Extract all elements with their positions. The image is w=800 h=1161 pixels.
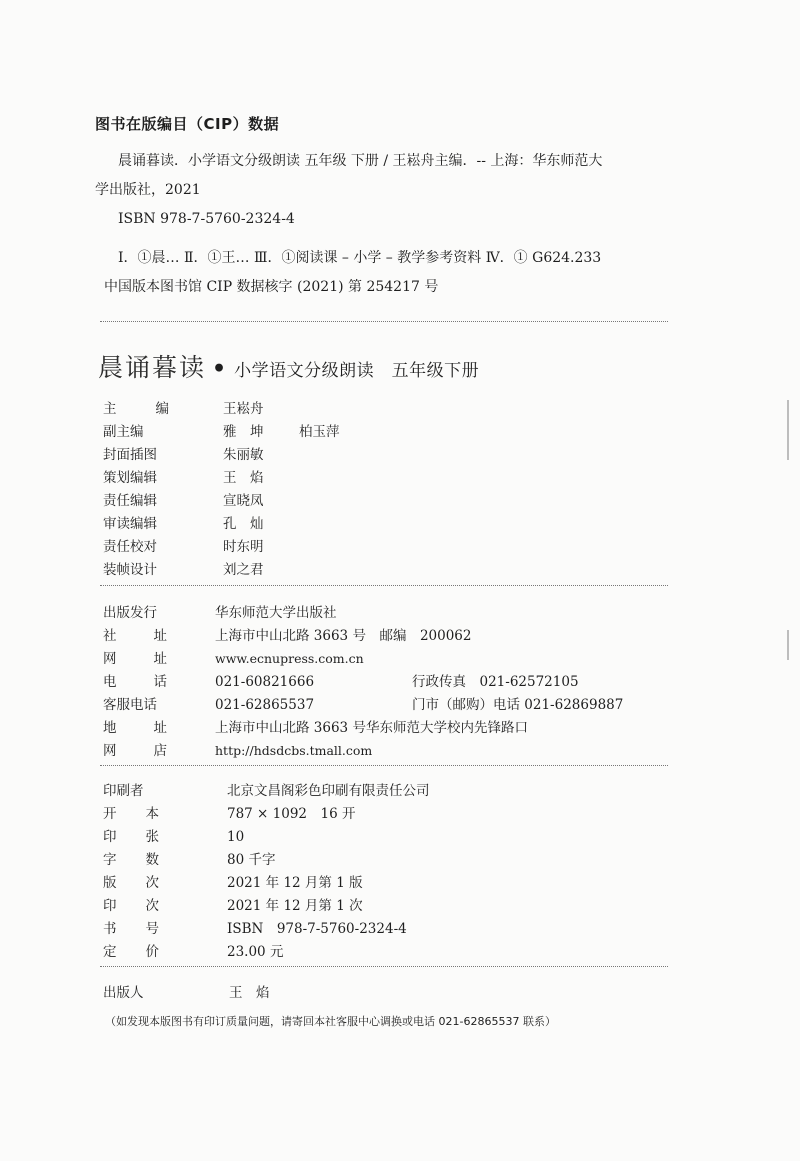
publisher-label: 出版发行 bbox=[103, 605, 157, 621]
printing-value: 2021 年 12 月第 1 次 bbox=[227, 898, 363, 914]
publisher-label: 网 店 bbox=[103, 743, 167, 759]
publisher-value-2: 门市（邮购）电话 021-62869887 bbox=[412, 697, 624, 713]
printing-value: ISBN 978-7-5760-2324-4 bbox=[227, 921, 407, 937]
printing-label: 版 次 bbox=[103, 875, 159, 891]
divider bbox=[100, 321, 668, 322]
credit-value: 朱丽敏 bbox=[223, 447, 264, 463]
book-title bbox=[98, 348, 479, 384]
scan-edge-mark bbox=[787, 630, 789, 660]
credit-value: 时东明 bbox=[223, 539, 264, 555]
credit-value: 孔 灿 bbox=[223, 516, 264, 532]
cip-heading: 图书在版编目（CIP）数据 bbox=[95, 115, 280, 133]
credit-label: 副主编 bbox=[103, 424, 144, 440]
printing-value: 23.00 元 bbox=[227, 944, 284, 960]
title-subtitle: 小学语文分级朗读 五年级下册 bbox=[234, 361, 480, 381]
credit-value: 雅 坤 bbox=[223, 424, 264, 440]
printing-label: 字 数 bbox=[103, 852, 159, 868]
credit-value-2: 柏玉萍 bbox=[299, 424, 340, 440]
publisher-label: 网 址 bbox=[103, 651, 167, 667]
credit-value: 刘之君 bbox=[223, 562, 264, 578]
printing-label: 印 张 bbox=[103, 829, 159, 845]
printing-label: 开 本 bbox=[103, 806, 159, 822]
publisher-value-2: 行政传真 021-62572105 bbox=[412, 674, 579, 690]
credit-value: 王 焰 bbox=[223, 470, 264, 486]
divider bbox=[100, 966, 668, 967]
credit-label: 装帧设计 bbox=[103, 562, 157, 578]
scan-edge-mark bbox=[787, 400, 789, 460]
publisher-label: 客服电话 bbox=[103, 697, 157, 713]
publisher-value: 上海市中山北路 3663 号华东师范大学校内先锋路口 bbox=[215, 720, 528, 736]
divider bbox=[100, 765, 668, 766]
publisher-value: 021-62865537 bbox=[215, 697, 315, 713]
cip-line-1: 晨诵暮读．小学语文分级朗读 五年级 下册 / 王崧舟主编．-- 上海：华东师范大 bbox=[118, 153, 603, 169]
cip-classification: Ⅰ．①晨… Ⅱ．①王… Ⅲ．①阅读课 – 小学 – 教学参考资料 Ⅳ．① G624.233 bbox=[118, 250, 602, 266]
title-main: 晨诵暮读 bbox=[98, 353, 207, 382]
publisher-label: 电 话 bbox=[103, 674, 167, 690]
credit-value: 王崧舟 bbox=[223, 401, 264, 417]
printing-value: 10 bbox=[227, 829, 245, 845]
credit-row bbox=[103, 399, 663, 419]
cip-isbn: ISBN 978-7-5760-2324-4 bbox=[118, 211, 295, 227]
publisher-label: 社 址 bbox=[103, 628, 167, 644]
publisher-value: 021-60821666 bbox=[215, 674, 315, 690]
credit-label: 封面插图 bbox=[103, 447, 157, 463]
printing-value: 80 千字 bbox=[227, 852, 276, 868]
publisher-label: 地 址 bbox=[103, 720, 167, 736]
quality-notice: （如发现本版图书有印订质量问题，请寄回本社客服中心调换或电话 021-62865537 联系） bbox=[105, 1015, 556, 1028]
publisher-value: 上海市中山北路 3663 号 邮编 200062 bbox=[215, 628, 472, 644]
credit-row bbox=[103, 422, 663, 442]
credit-label: 主 编 bbox=[103, 401, 169, 417]
title-separator: • bbox=[212, 356, 227, 382]
publisher-value: 华东师范大学出版社 bbox=[215, 605, 337, 621]
credit-value: 宣晓凤 bbox=[223, 493, 264, 509]
printing-label: 印刷者 bbox=[103, 783, 144, 799]
cip-line-2: 学出版社，2021 bbox=[95, 182, 201, 198]
cip-number: 中国版本图书馆 CIP 数据核字 (2021) 第 254217 号 bbox=[104, 279, 439, 295]
publisher-shop-url: http://hdsdcbs.tmall.com bbox=[215, 743, 373, 758]
publisher-person-label: 出版人 bbox=[103, 985, 144, 1001]
printing-value: 北京文昌阁彩色印刷有限责任公司 bbox=[227, 783, 430, 799]
credit-label: 责任编辑 bbox=[103, 493, 157, 509]
printing-label: 印 次 bbox=[103, 898, 159, 914]
credit-label: 策划编辑 bbox=[103, 470, 157, 486]
publisher-person-value: 王 焰 bbox=[229, 985, 270, 1001]
printing-value: 2021 年 12 月第 1 版 bbox=[227, 875, 363, 891]
publisher-website: www.ecnupress.com.cn bbox=[215, 651, 364, 666]
divider bbox=[100, 585, 668, 586]
printing-label: 书 号 bbox=[103, 921, 159, 937]
printing-label: 定 价 bbox=[103, 944, 159, 960]
printing-value: 787 × 1092 16 开 bbox=[227, 806, 356, 822]
credit-label: 责任校对 bbox=[103, 539, 157, 555]
credit-label: 审读编辑 bbox=[103, 516, 157, 532]
